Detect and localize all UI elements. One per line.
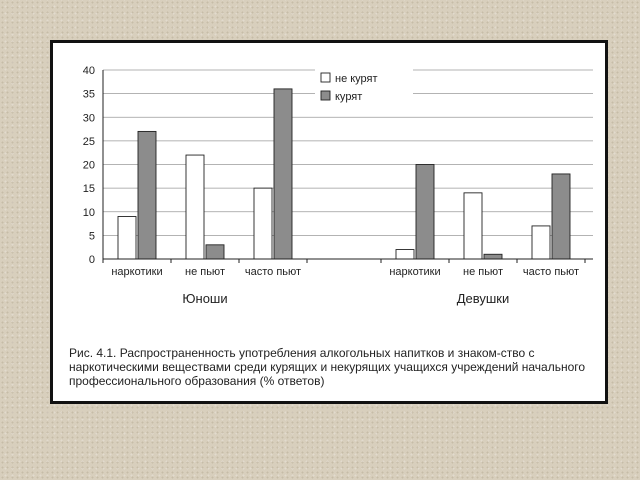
bar-non-smokers	[186, 155, 204, 259]
y-tick-label: 30	[82, 112, 95, 125]
legend-label: не курят	[335, 73, 378, 85]
x-tick-label: часто пьют	[244, 266, 302, 278]
x-tick-label: наркотики	[111, 266, 163, 278]
y-tick-label: 40	[82, 65, 95, 77]
bar-smokers	[484, 254, 502, 259]
y-tick-label: 10	[82, 206, 95, 219]
bar-smokers	[416, 165, 434, 260]
group-label: Юноши	[182, 291, 228, 306]
bar-smokers	[274, 89, 292, 259]
group-label: Девушки	[456, 291, 510, 306]
bar-non-smokers	[254, 188, 272, 259]
bars	[118, 89, 570, 259]
x-tick-label: не пьют	[185, 266, 225, 278]
figure-caption: Рис. 4.1. Распространенность употребления алкогольных напитков и знаком-ство с наркотическими веществами среди курящих и некурящих учащихся учреждений начального профессионального образования (% ответов)	[69, 346, 586, 388]
legend-label: курят	[335, 91, 363, 103]
bar-non-smokers	[464, 193, 482, 259]
y-tick-label: 5	[88, 230, 95, 243]
figure-frame	[50, 40, 608, 404]
x-tick-label: часто пьют	[522, 266, 580, 278]
legend	[315, 69, 413, 109]
bar-non-smokers	[532, 226, 550, 259]
bar-non-smokers	[396, 250, 414, 259]
y-tick-label: 0	[88, 254, 95, 266]
y-tick-label: 25	[82, 135, 95, 148]
bar-smokers	[552, 174, 570, 259]
bar-non-smokers	[118, 216, 136, 259]
bar-smokers	[206, 245, 224, 259]
y-tick-label: 15	[82, 183, 95, 196]
legend-swatch	[321, 91, 330, 100]
bar-chart	[53, 43, 605, 343]
y-tick-label: 20	[82, 159, 95, 172]
y-tick-label: 35	[82, 88, 95, 101]
legend-swatch	[321, 73, 330, 82]
x-tick-label: наркотики	[389, 266, 441, 278]
x-tick-label: не пьют	[463, 266, 503, 278]
bar-smokers	[138, 131, 156, 259]
